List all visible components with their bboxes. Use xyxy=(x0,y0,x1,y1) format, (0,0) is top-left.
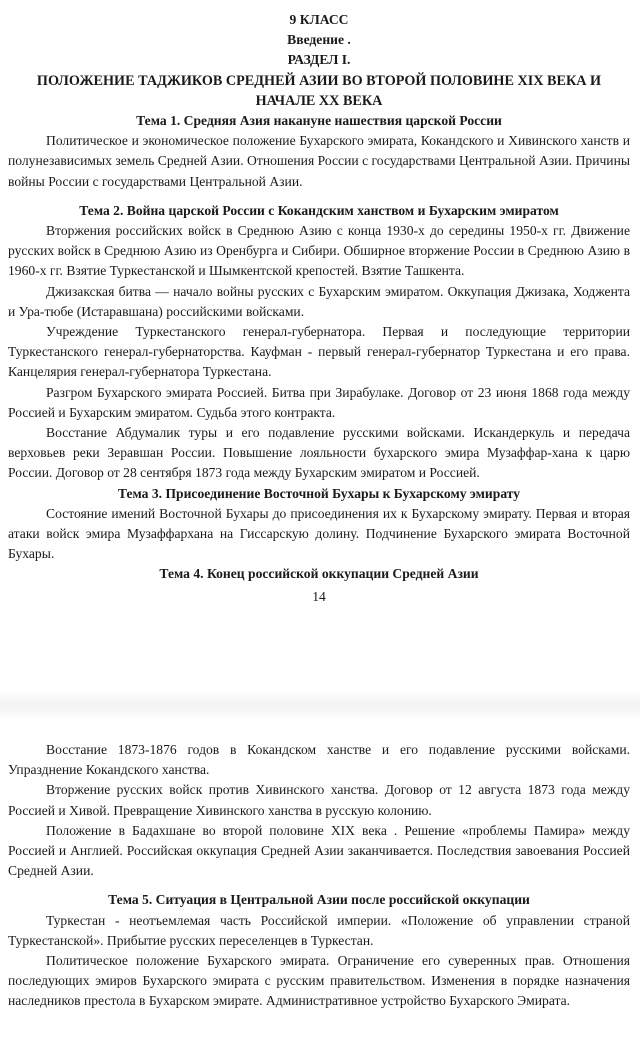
topic-3-paragraph: Состояние имений Восточной Бухары до присоединения их к Бухарскому эмирату. Первая и вторая атаки войск эмира Музаффархана на Гиссарскую долину. Подчинение Бухарского эмирата Восточной Бухары. xyxy=(8,505,630,562)
topic-4-paragraph: Положение в Бадахшане во второй половине XIX века . Решение «проблемы Памира» между Россией и Англией. Российская оккупация Средней Азии заканчивается. Последствия завоевания Россией Средней Азии. xyxy=(8,822,630,879)
topic-2-title: Тема 2. Война царской России с Кокандским ханством и Бухарским эмиратом xyxy=(79,202,559,218)
topic-2-paragraph: Джизакская битва — начало войны русских с Бухарским эмиратом. Оккупация Джизака, Ходжента и Ура-тюбе (Истаравшана) российскими войсками. xyxy=(8,283,630,319)
topic-4-paragraph: Восстание 1873-1876 годов в Кокандском ханстве и его подавление русскими войсками. Упразднение Кокандского ханства. xyxy=(8,742,630,778)
document-page-1 xyxy=(0,10,640,607)
topic-5-title: Тема 5. Ситуация в Центральной Азии после российской оккупации xyxy=(108,892,530,908)
page-number: 14 xyxy=(312,588,326,604)
grade-heading: 9 КЛАСС xyxy=(289,12,349,27)
topic-4-title: Тема 4. Конец российской оккупации Средней Азии xyxy=(159,566,479,582)
section-heading: РАЗДЕЛ I. xyxy=(287,52,351,68)
section-title: ПОЛОЖЕНИЕ ТАДЖИКОВ СРЕДНЕЙ АЗИИ ВО ВТОРОЙ ПОЛОВИНЕ XIX ВЕКА И НАЧАЛЕ XX ВЕКА xyxy=(36,72,602,109)
topic-3-title: Тема 3. Присоединение Восточной Бухары к Бухарскому эмирату xyxy=(117,485,521,501)
topic-5-paragraph: Туркестан - неотъемлемая часть Российской империи. «Положение об управлении страной Туркестанской». Прибытие русских переселенцев в Туркестан. xyxy=(8,912,630,948)
topic-5-paragraph: Политическое положение Бухарского эмирата. Ограничение его суверенных прав. Отношения последующих эмиров Бухарского эмирата с русским правительством. Изменения в порядке назначения наследников престола в Бухарском эмирате. Административное устройство Бухарского Эмирата. xyxy=(8,953,630,1009)
topic-2-paragraph: Восстание Абдумалик туры и его подавление русскими войсками. Искандеркуль и передача верховьев реки Зеравшан России. Повышение лояльности бухарского эмира Музаффар-хана к царю России. Договор от 28 сентября 1873 года между Бухарским эмиратом и Россией. xyxy=(8,425,630,481)
topic-2-paragraph: Учреждение Туркестанского генерал-губернатора. Первая и последующие территории Туркестанского генерал-губернаторства. Кауфман - первый генерал-губернатор Туркестана и его права. Канцелярия генерал-губернатора Туркестана. xyxy=(8,324,630,380)
page-gap xyxy=(0,690,640,720)
topic-4-paragraph: Вторжение русских войск против Хивинского ханства. Договор от 12 августа 1873 года между Россией и Хивой. Превращение Хивинского ханства в русскую колонию. xyxy=(8,782,630,818)
topic-1-title: Тема 1. Средняя Азия накануне нашествия царской России xyxy=(136,113,502,129)
topic-1-paragraph: Политическое и экономическое положение Бухарского эмирата, Кокандского и Хивинского ханств и полунезависимых земель Средней Азии. Отношения России с государствами Центральной Азии. Причины войны России с государствами Центральной Азии. xyxy=(8,133,630,189)
document-page-2 xyxy=(0,740,640,1012)
topic-2-paragraph: Разгром Бухарского эмирата Россией. Битва при Зирабулаке. Договор от 23 июня 1868 года между Россией и Бухарским эмиратом. Судьба этого контракта. xyxy=(8,384,630,420)
topic-2-paragraph: Вторжения российских войск в Среднюю Азию с конца 1930-х до середины 1950-х гг. Движение русских войск в Среднюю Азию из Оренбурга и Сибири. Обширное вторжение России в Среднюю Азию в 1960-х гг. Взятие Туркестанской и Шымкентской крепостей. Взятие Ташкента. xyxy=(8,223,630,279)
intro-heading: Введение . xyxy=(287,32,351,48)
